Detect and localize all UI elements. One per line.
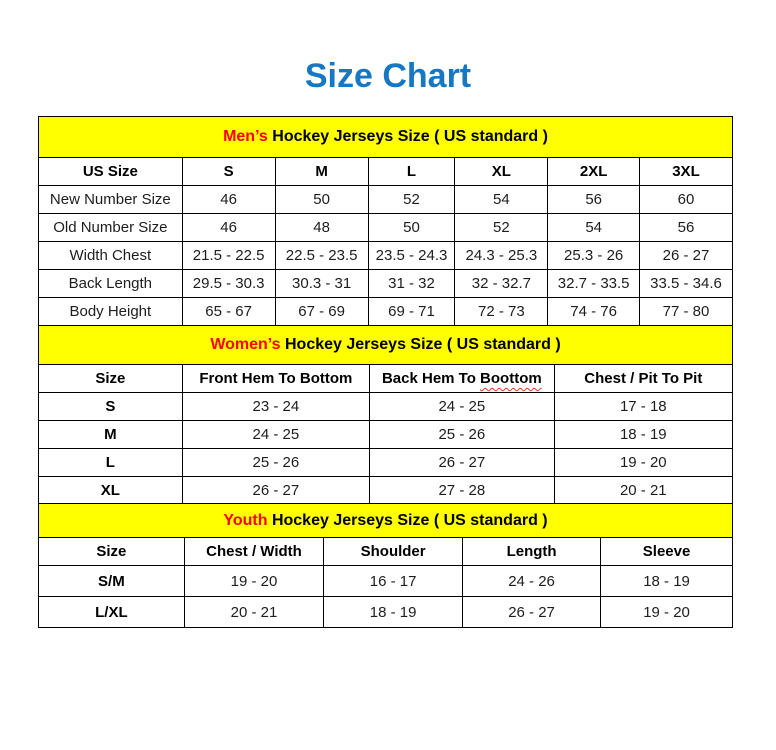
size-cell: 26 - 27 (370, 448, 555, 476)
size-cell: 23 - 24 (182, 392, 369, 420)
column-header-length: Length (463, 538, 601, 566)
size-cell: 22.5 - 23.5 (275, 242, 368, 270)
size-cell: 16 - 17 (324, 566, 463, 597)
youth-size-table (38, 503, 733, 628)
size-cell: 54 (548, 214, 640, 242)
heading-rest: Hockey Jerseys Size ( US standard ) (267, 128, 548, 146)
womens-size-table (38, 325, 733, 505)
column-header-xl: XL (455, 158, 548, 186)
mens-section-heading-row (39, 117, 733, 158)
size-cell: 18 - 19 (324, 597, 463, 628)
size-cell: 32.7 - 33.5 (548, 270, 640, 298)
womens-header-row (39, 364, 733, 392)
column-header-s: S (182, 158, 275, 186)
table-row (39, 270, 733, 298)
column-header-size: Size (39, 364, 183, 392)
table-row (39, 476, 733, 504)
row-label: Body Height (39, 298, 183, 326)
row-label: M (39, 420, 183, 448)
column-header-chest-width: Chest / Width (184, 538, 323, 566)
column-header-us-size: US Size (39, 158, 183, 186)
size-chart (38, 116, 733, 628)
size-cell: 52 (455, 214, 548, 242)
size-cell: 72 - 73 (455, 298, 548, 326)
size-cell: 56 (548, 186, 640, 214)
size-cell: 19 - 20 (601, 597, 733, 628)
size-cell: 48 (275, 214, 368, 242)
row-label: S (39, 392, 183, 420)
size-cell: 50 (275, 186, 368, 214)
size-cell: 20 - 21 (554, 476, 732, 504)
size-cell: 60 (639, 186, 732, 214)
size-cell: 19 - 20 (184, 566, 323, 597)
size-cell: 67 - 69 (275, 298, 368, 326)
row-label: XL (39, 476, 183, 504)
size-cell: 26 - 27 (463, 597, 601, 628)
column-header-l: L (368, 158, 455, 186)
size-cell: 69 - 71 (368, 298, 455, 326)
size-cell: 26 - 27 (182, 476, 369, 504)
size-cell: 24.3 - 25.3 (455, 242, 548, 270)
column-header-sleeve: Sleeve (601, 538, 733, 566)
size-cell: 74 - 76 (548, 298, 640, 326)
table-row (39, 242, 733, 270)
row-label: L/XL (39, 597, 185, 628)
size-cell: 25 - 26 (370, 420, 555, 448)
size-cell: 25 - 26 (182, 448, 369, 476)
page-title: Size Chart (304, 57, 472, 95)
size-cell: 46 (182, 214, 275, 242)
size-cell: 52 (368, 186, 455, 214)
size-cell: 19 - 20 (554, 448, 732, 476)
column-header-3xl: 3XL (639, 158, 732, 186)
table-row (39, 597, 733, 628)
size-cell: 31 - 32 (368, 270, 455, 298)
size-cell: 25.3 - 26 (548, 242, 640, 270)
size-cell: 56 (639, 214, 732, 242)
size-cell: 24 - 25 (182, 420, 369, 448)
table-row (39, 214, 733, 242)
size-cell: 65 - 67 (182, 298, 275, 326)
back-hem-prefix: Back Hem To (381, 369, 481, 387)
heading-highlight: Youth (223, 511, 268, 529)
table-row (39, 448, 733, 476)
mens-section-heading (39, 117, 733, 158)
row-label: Width Chest (39, 242, 183, 270)
womens-section-heading (39, 325, 733, 364)
row-label: L (39, 448, 183, 476)
womens-section-heading-row (39, 325, 733, 364)
size-cell: 17 - 18 (554, 392, 732, 420)
size-cell: 50 (368, 214, 455, 242)
column-header-chest: Chest / Pit To Pit (554, 364, 732, 392)
heading-rest: Hockey Jerseys Size ( US standard ) (280, 335, 561, 353)
row-label: New Number Size (39, 186, 183, 214)
table-row (39, 186, 733, 214)
table-row (39, 420, 733, 448)
size-cell: 23.5 - 24.3 (368, 242, 455, 270)
size-cell: 21.5 - 22.5 (182, 242, 275, 270)
column-header-front-hem: Front Hem To Bottom (182, 364, 369, 392)
size-cell: 18 - 19 (601, 566, 733, 597)
size-cell: 32 - 32.7 (455, 270, 548, 298)
size-cell: 18 - 19 (554, 420, 732, 448)
size-cell: 26 - 27 (639, 242, 732, 270)
row-label: S/M (39, 566, 185, 597)
size-cell: 30.3 - 31 (275, 270, 368, 298)
size-cell: 33.5 - 34.6 (639, 270, 732, 298)
back-hem-typo: Boottom (480, 369, 542, 387)
heading-highlight: Men’s (223, 128, 268, 146)
table-row (39, 392, 733, 420)
row-label: Old Number Size (39, 214, 183, 242)
mens-header-row (39, 158, 733, 186)
size-cell: 46 (182, 186, 275, 214)
heading-highlight: Women’s (210, 335, 281, 353)
size-cell: 27 - 28 (370, 476, 555, 504)
table-row (39, 298, 733, 326)
mens-size-table (38, 116, 733, 326)
column-header-shoulder: Shoulder (324, 538, 463, 566)
column-header-back-hem (370, 364, 555, 392)
size-cell: 24 - 25 (370, 392, 555, 420)
size-cell: 24 - 26 (463, 566, 601, 597)
heading-rest: Hockey Jerseys Size ( US standard ) (267, 511, 548, 529)
youth-section-heading (39, 504, 733, 538)
column-header-2xl: 2XL (548, 158, 640, 186)
column-header-m: M (275, 158, 368, 186)
column-header-size: Size (39, 538, 185, 566)
youth-header-row (39, 538, 733, 566)
size-cell: 77 - 80 (639, 298, 732, 326)
size-cell: 20 - 21 (184, 597, 323, 628)
youth-section-heading-row (39, 504, 733, 538)
size-cell: 29.5 - 30.3 (182, 270, 275, 298)
row-label: Back Length (39, 270, 183, 298)
size-cell: 54 (455, 186, 548, 214)
table-row (39, 566, 733, 597)
